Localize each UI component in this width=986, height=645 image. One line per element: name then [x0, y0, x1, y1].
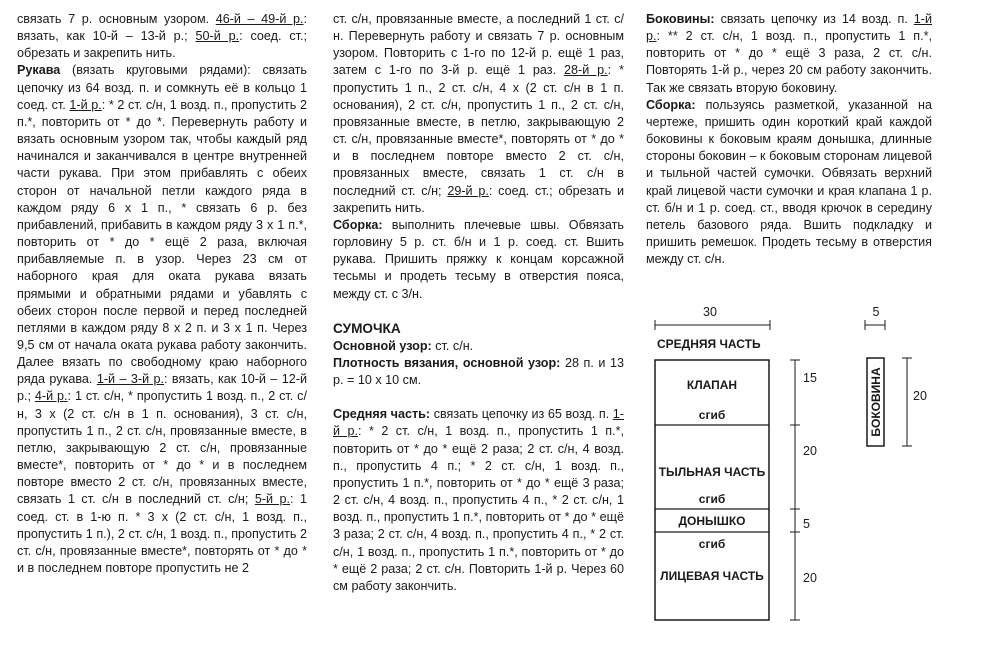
row-reference: 1-й р.	[646, 12, 932, 44]
row-reference: 50-й р.	[195, 29, 240, 44]
width-value: 30	[703, 305, 717, 319]
text-run: выполнить плечевые швы. Обвязать горловину 5 р. ст. б/н и 1 р. соед. ст. Вшить рукава. Пришить пряжку к концам корсажной тесьмы и продеть тесьму в отверстия пояса, между ст. с 3/н.	[333, 217, 624, 301]
bold-heading: СУМОЧКА	[333, 320, 401, 336]
fold-label-2: сгиб	[698, 492, 726, 506]
row-reference: 28-й р.	[564, 63, 608, 78]
text-run: пользуясь разметкой, указанной на чертеже, пришить один короткий край каждой боковины к боковым краям донышка, длинные стороны боковин – к боковым сторонам лицевой и тыльной частей сумочки. Обвязать верхний край лицевой части сумочки и края клапана 1 р. ст. б/н и 1 р. соед. ст., вводя крючок в середину петель базового ряда. Вшить подкладку и пришить ремешок. Продеть тесьму в отверстия между ст. с/н.	[646, 97, 932, 267]
bottom-height-value: 5	[803, 517, 810, 531]
back-height-value: 20	[803, 444, 817, 458]
row-reference: 29-й р.	[447, 183, 489, 198]
side-width-value: 5	[872, 305, 880, 319]
main-part-title: СРЕДНЯЯ ЧАСТЬ	[657, 337, 761, 351]
text-run: : вязать, как 10-й – 13-й р.;	[17, 12, 307, 44]
front-height-value: 20	[803, 571, 817, 585]
text-run: связать цепочку из 65 возд. п.	[430, 407, 613, 422]
bold-heading: Боковины:	[646, 12, 715, 26]
bold-heading: Основной узор:	[333, 338, 432, 353]
row-reference: 1-й – 3-й р.	[96, 372, 165, 387]
row-reference: 1-й р.	[69, 97, 102, 112]
bold-heading: Средняя часть:	[333, 407, 431, 422]
flap-height-value: 15	[803, 371, 817, 385]
fold-label-1: сгиб	[698, 408, 726, 422]
bold-heading: Сборка:	[333, 217, 383, 232]
text-run: ст. с/н.	[431, 338, 474, 353]
bold-heading: Сборка:	[646, 97, 696, 112]
text-run: : ** 2 ст. с/н, 1 возд. п., пропустить 1 п.*, повторить от * до * ещё 3 раза, 2 ст. с/н. Повторять 1-й р., через 20 см работу закончить. Так же связать вторую боковину.	[646, 29, 932, 95]
text-run: : 1 соед. ст. в 1-ю п. * 3 х (2 ст. с/н, 1 возд. п., пропустить 1 п.), 2 ст. с/н, 1 возд. п., пропустить 2 ст. с/н, провязанные вместе*, повторять от * до * и в последнем повторе пропустить не 2	[17, 492, 307, 575]
diagram-svg	[645, 300, 986, 630]
row-reference: 46-й – 49-й р.	[215, 12, 304, 26]
bold-heading: Рукава	[17, 63, 61, 78]
row-reference: 1-й р.	[333, 407, 624, 439]
bold-heading: Плотность вязания, основной узор:	[333, 355, 561, 370]
paragraph	[646, 97, 932, 269]
side-height-value: 20	[913, 389, 927, 403]
fold-label-3: сгиб	[698, 537, 726, 551]
text-run: : соед. ст.; обрезать и закрепить нить.	[333, 183, 624, 215]
row-reference: 5-й р.	[254, 492, 291, 507]
flap-label: КЛАПАН	[686, 378, 738, 392]
text-run: : 1 ст. с/н, * пропустить 1 возд. п., 2 ст. с/н, 3 х (2 ст. с/н в 1 п. основания), 3 ст. с/н, пропустить 1 п., 2 ст. с/н, провязанные вместе, в петлю, закрывающую 2 ст. с/н, провязанные вместе*, повторить от * до * и в последнем повторе вместо 2 ст. с/н, провязанных вместе, связать 1 ст. с/н в последний ст. с/н;	[17, 389, 307, 507]
section-heading	[333, 320, 624, 338]
text-run: : * 2 ст. с/н, 1 возд. п., пропустить 1 п.*, повторить от * до * ещё 2 раза; 2 ст. с/н, 4 возд. п., пропустить 4 п.; * 2 ст. с/н, 1 возд. п., пропустить 1 п.*, повторить от * до * ещё 3 раза; 2 ст. с/н, 4 возд. п., пропустить 4 п., * 2 ст. с/н, 1 возд. п., пропустить 1 п.*, повторить от * до * ещё 3 раза; 2 ст. с/н, 4 возд. п., пропустить 4 п., * 2 ст. с/н, 1 возд. п., пропустить 1 п.*, повторить от * до * ещё 2 раза; 2 ст. с/н. Повторить 1-й р. Через 60 см работу закончить.	[333, 424, 625, 593]
paragraph	[333, 338, 624, 355]
text-run: : * пропустить 1 п., 2 ст. с/н, 4 х (2 ст. с/н в 1 п. основания), 2 ст. с/н, пропустить 1 п., 2 ст. с/н, провязанные вместе, в петлю, закрывающую 2 ст. с/н, провязанные вместе*, повторять от * до * и в последнем повторе вместо 2 ст. с/н, провязанных вместе, связать 1 ст. с/н в последний ст. с/н;	[333, 63, 624, 198]
bottom-label: ДОНЫШКО	[678, 514, 746, 528]
paragraph	[333, 406, 624, 595]
paragraph	[17, 62, 307, 577]
paragraph	[333, 217, 624, 303]
bag-pattern-diagram	[645, 300, 986, 630]
text-run: 28 п. и 13 р. = 10 х 10 см.	[333, 355, 624, 388]
text-run: : соед. ст.; обрезать и закрепить нить.	[17, 29, 307, 61]
row-reference: 4-й р.	[34, 389, 68, 404]
paragraph	[333, 355, 624, 389]
back-part-label: ТЫЛЬНАЯ ЧАСТЬ	[658, 465, 766, 479]
text-run: связать 7 р. основным узором.	[17, 12, 216, 26]
side-panel-label: БОКОВИНА	[869, 367, 883, 437]
text-run: связать цепочку из 14 возд. п.	[714, 12, 914, 26]
text-run: (вязать круговыми рядами): связать цепочку из 64 возд. п. и сомкнуть её в кольцо 1 соед. ст.	[17, 63, 307, 112]
front-part-label: ЛИЦЕВАЯ ЧАСТЬ	[660, 569, 764, 583]
paragraph	[17, 11, 307, 62]
text-run: ст. с/н, провязанные вместе, а последний 1 ст. с/н. Перевернуть работу и связать 7 р. основным узором. Повторить с 1-го по 12-й р. ещё 1 раз, затем с 1-го по 3-й р. ещё 1 раз.	[333, 12, 624, 78]
text-run: : * 2 ст. с/н, 1 возд. п., пропустить 2 п.*, повторить от * до *. Перевернуть работу и вязать основным узором так, чтобы каждый ряд начинался и заканчивался в центре внутренней части рукава. При этом прибавлять с обеих сторон от начальной петли каждого ряда в каждом ряду 6 х 1 п., * связать 6 р. без прибавлений, прибавить в каждом ряду 3 х 1 п.*, повторить от * до * ещё 2 раза, включая прибавляемые п. в узор. Через 23 см от наборного края для оката рукава вязать прямыми и обратными рядами и убавлять с обеих сторон после первой и перед последней петлями в каждом ряду 8 х 2 п. и 3 х 1 п. Через 9,5 см от начала оката рукава работу закончить. Далее вязать по свободному краю наборного ряда рукава.	[17, 97, 307, 387]
paragraph	[646, 11, 932, 97]
paragraph	[333, 11, 624, 217]
text-column-2	[333, 11, 624, 595]
text-run: : вязать, как 10-й – 12-й р.;	[17, 372, 307, 404]
text-column-3	[646, 11, 932, 268]
text-column-1	[17, 11, 307, 577]
